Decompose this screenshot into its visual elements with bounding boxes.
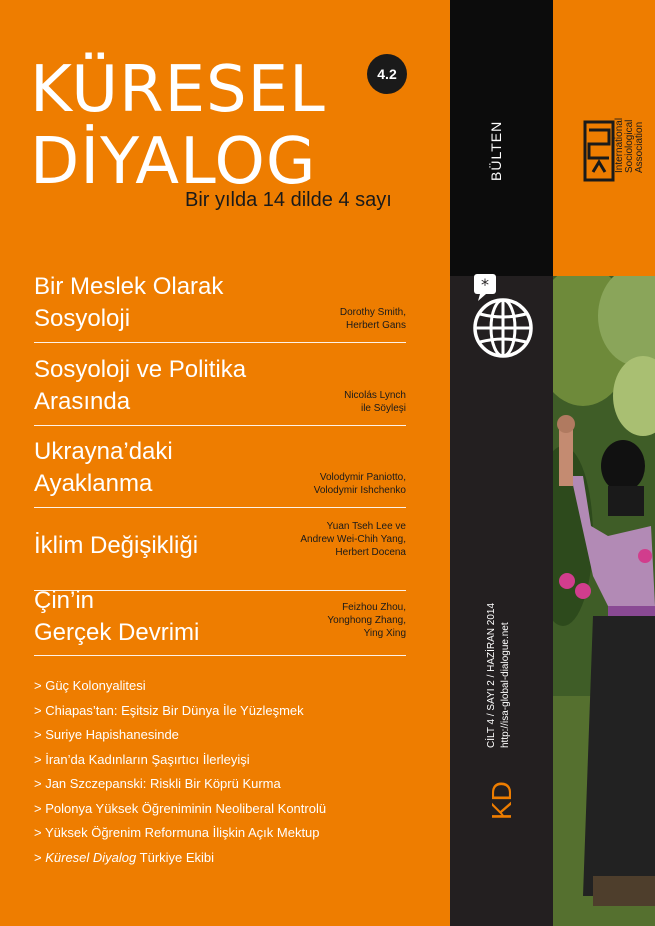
contents-item[interactable] (34, 846, 326, 871)
contents-italic: Küresel Diyalog (45, 849, 137, 865)
contents-item[interactable]: > İran’da Kadınların Şaşırtıcı İlerleyişi (34, 751, 250, 767)
contents-item[interactable]: > Yüksek Öğrenim Reformuna İlişkin Açık Mektup (34, 825, 320, 840)
masthead-title-line-1: KÜRESEL (30, 53, 326, 127)
contents-item[interactable]: > Chiapas’tan: Eşitsiz Bir Dünya İle Yüzleşmek (34, 702, 304, 718)
contents-rest: Türkiye Ekibi (136, 849, 215, 865)
contents-item[interactable]: > Suriye Hapishanesinde (34, 727, 179, 742)
spine-volume: CİLT 4 / SAYI 2 / HAZİRAN 2014 (486, 602, 497, 748)
cover-photo (553, 276, 655, 926)
contents-item[interactable]: > Polonya Yüksek Öğreniminin Neoliberal Kontrolü (34, 800, 327, 816)
isa-name-line-3: Association (634, 121, 645, 173)
isa-name-line-2: Sociological (624, 119, 635, 173)
spine-url[interactable]: http://isa-global-dialogue.net (500, 622, 511, 748)
feature-article[interactable] (34, 431, 406, 508)
spine-label: BÜLTEN (488, 120, 504, 181)
issue-badge: 4.2 (367, 54, 407, 94)
masthead-subtitle: Bir yılda 14 dilde 4 sayı (185, 189, 392, 211)
feature-authors: Dorothy Smith, Herbert Gans (339, 307, 406, 331)
feature-title: Çin’in Gerçek Devrimi (34, 587, 200, 646)
feature-authors: Feizhou Zhou, Yonghong Zhang, Ying Xing (327, 602, 406, 639)
feature-authors: Volodymir Paniotto, Volodymir Ishchenko (313, 472, 406, 496)
feature-title: Sosyoloji ve Politika Arasında (34, 356, 247, 415)
svg-text:*: * (481, 275, 489, 294)
spine-initials: KD (486, 781, 517, 820)
spine-volume-info (485, 603, 513, 748)
contents-prefix: > (34, 849, 46, 865)
masthead-title-line-2: DİYALOG (30, 125, 317, 199)
isa-logo (575, 48, 645, 198)
feature-title: Ukrayna’daki Ayaklanma (34, 438, 173, 497)
feature-authors: Yuan Tseh Lee ve Andrew Wei-Chih Yang, Herbert Docena (300, 521, 406, 558)
feature-article[interactable] (34, 349, 406, 426)
feature-article[interactable] (34, 579, 406, 656)
isa-name-line-1: International (614, 117, 625, 173)
feature-title: İklim Değişikliği (34, 532, 199, 559)
globe-speech-icon (468, 270, 538, 360)
contents-list (34, 674, 326, 870)
contents-item[interactable]: > Güç Kolonyalitesi (34, 678, 146, 693)
feature-article[interactable] (34, 266, 406, 343)
feature-title: Bir Meslek Olarak Sosyoloji (34, 273, 224, 332)
feature-authors: Nicolás Lynch ile Söyleşi (344, 390, 406, 414)
contents-item[interactable]: > Jan Szczepanski: Riskli Bir Köprü Kurma (34, 776, 281, 791)
